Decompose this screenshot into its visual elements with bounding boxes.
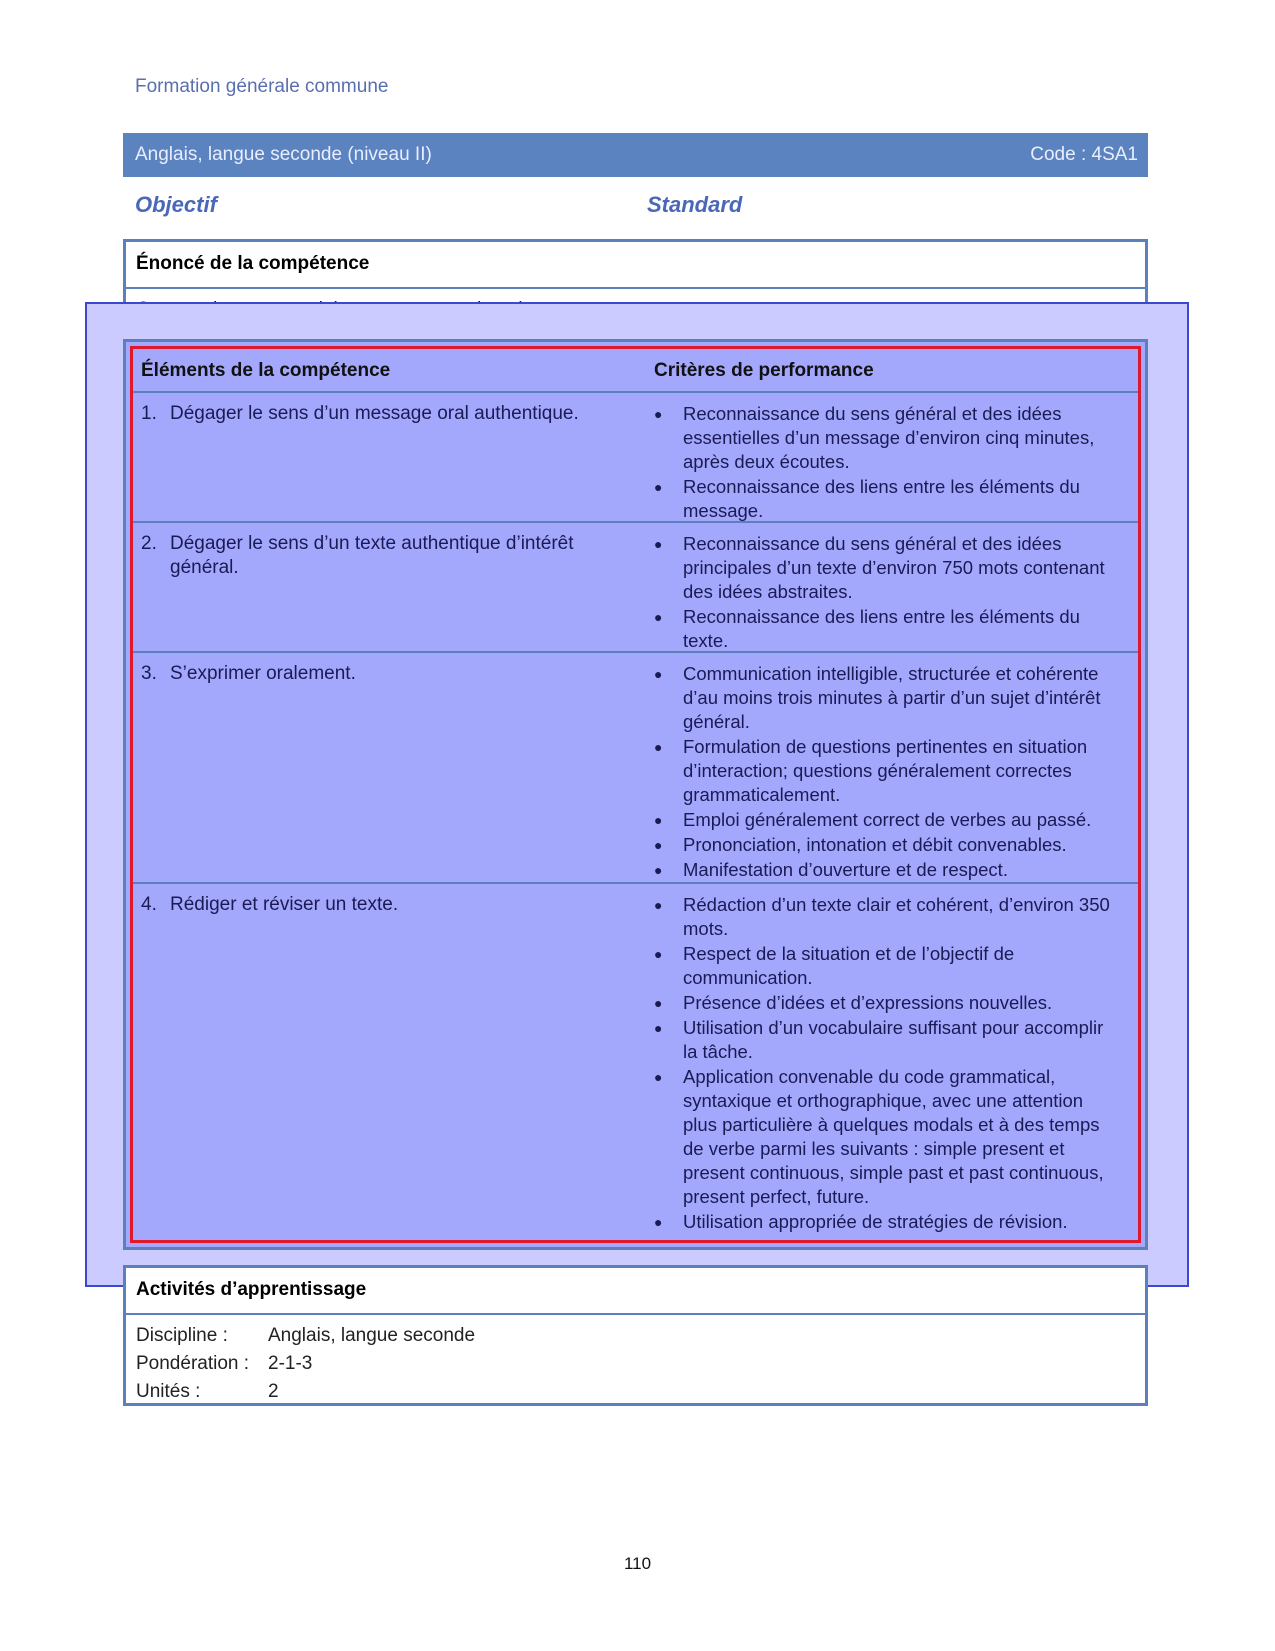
activities-box [123, 1265, 1148, 1406]
objective-standard-row [135, 192, 755, 220]
element-number: 2. [141, 533, 157, 554]
criteria-text: Reconnaissance des liens entre les éléments du message. [683, 476, 1080, 521]
course-code: Code : 4SA1 [1030, 144, 1138, 165]
ponderation-label: Pondération : [136, 1353, 250, 1374]
element-text: S’exprimer oralement. [170, 663, 356, 684]
bullet-icon: ● [654, 995, 663, 1011]
criteria-row [133, 391, 1138, 521]
bullet-icon: ● [654, 666, 663, 682]
criteria-text: Communication intelligible, structurée et cohérente d’au moins trois minutes à partir d’un sujet d’intérêt général. [683, 663, 1101, 732]
discipline-line [126, 1325, 1145, 1353]
element-item [141, 402, 631, 426]
criteria-text: Respect de la situation et de l’objectif de communication. [683, 943, 1015, 988]
criteria-text: Présence d’idées et d’expressions nouvelles. [683, 992, 1053, 1013]
activities-heading: Activités d’apprentissage [136, 1279, 367, 1300]
bullet-icon: ● [654, 536, 663, 552]
course-title-bar [123, 133, 1148, 177]
criteria-list [654, 662, 1114, 883]
element-item [141, 893, 631, 917]
element-number: 4. [141, 894, 157, 915]
ponderation-value: 2-1-3 [268, 1353, 313, 1374]
criteria-text: Prononciation, intonation et débit convenables. [683, 834, 1067, 855]
criteria-item [654, 532, 1114, 604]
unites-line [126, 1381, 1145, 1409]
bullet-icon: ● [654, 946, 663, 962]
element-text: Rédiger et réviser un texte. [170, 894, 399, 915]
criteria-text: Emploi généralement correct de verbes au passé. [683, 809, 1092, 830]
criteria-text: Utilisation appropriée de stratégies de révision. [683, 1211, 1068, 1232]
standard-label: Standard [647, 192, 743, 217]
elements-column-header: Éléments de la compétence [141, 360, 391, 381]
criteria-table [123, 339, 1148, 1250]
element-text: Dégager le sens d’un texte authentique d’intérêt général. [170, 533, 574, 578]
element-item [141, 532, 631, 580]
ponderation-line [126, 1353, 1145, 1381]
criteria-header [133, 349, 1138, 391]
criteria-item [654, 1016, 1114, 1064]
criteria-row [133, 521, 1138, 651]
criteria-column-header: Critères de performance [654, 360, 874, 381]
bullet-icon: ● [654, 897, 663, 913]
criteria-text: Formulation de questions pertinentes en situation d’interaction; questions généralement correctes grammaticalement. [683, 736, 1088, 805]
bullet-icon: ● [654, 479, 663, 495]
criteria-item [654, 662, 1114, 734]
criteria-text: Utilisation d’un vocabulaire suffisant pour accomplir la tâche. [683, 1017, 1104, 1062]
page-number: 110 [623, 1554, 652, 1573]
criteria-list [654, 893, 1114, 1235]
criteria-item [654, 605, 1114, 653]
course-title: Anglais, langue seconde (niveau II) [135, 144, 432, 165]
bullet-icon: ● [654, 837, 663, 853]
objective-label: Objectif [135, 192, 217, 217]
criteria-text: Application convenable du code grammatical, syntaxique et orthographique, avec une attention plus particulière à quelques modals et à des temps de verbe parmi les suivants : simple present et present continuous, simple past et past continuous, present perfect, future. [683, 1066, 1104, 1207]
criteria-text: Rédaction d’un texte clair et cohérent, d’environ 350 mots. [683, 894, 1110, 939]
criteria-item [654, 808, 1114, 832]
bullet-icon: ● [654, 406, 663, 422]
criteria-item [654, 991, 1114, 1015]
element-text: Dégager le sens d’un message oral authentique. [170, 403, 579, 424]
criteria-text: Reconnaissance du sens général et des idées essentielles d’un message d’environ cinq minutes, après deux écoutes. [683, 403, 1095, 472]
criteria-item [654, 858, 1114, 882]
element-number: 1. [141, 403, 157, 424]
criteria-list [654, 402, 1114, 524]
criteria-item [654, 735, 1114, 807]
criteria-text: Reconnaissance des liens entre les éléments du texte. [683, 606, 1080, 651]
criteria-text: Reconnaissance du sens général et des idées principales d’un texte d’environ 750 mots contenant des idées abstraites. [683, 533, 1105, 602]
criteria-item [654, 475, 1114, 523]
enonce-heading: Énoncé de la compétence [136, 253, 370, 274]
bullet-icon: ● [654, 739, 663, 755]
criteria-item [654, 833, 1114, 857]
element-item [141, 662, 631, 686]
criteria-item [654, 402, 1114, 474]
criteria-highlight [130, 346, 1141, 1243]
element-number: 3. [141, 663, 157, 684]
unites-label: Unités : [136, 1381, 201, 1402]
criteria-row [133, 882, 1138, 1242]
criteria-item [654, 942, 1114, 990]
bullet-icon: ● [654, 812, 663, 828]
bullet-icon: ● [654, 1069, 663, 1085]
bullet-icon: ● [654, 862, 663, 878]
criteria-item [654, 1065, 1114, 1209]
criteria-row [133, 651, 1138, 882]
bullet-icon: ● [654, 609, 663, 625]
bullet-icon: ● [654, 1020, 663, 1036]
top-note: Formation générale commune [135, 76, 389, 97]
discipline-value: Anglais, langue seconde [268, 1325, 476, 1346]
criteria-item [654, 893, 1114, 941]
unites-value: 2 [268, 1381, 279, 1402]
bullet-icon: ● [654, 1214, 663, 1230]
criteria-item [654, 1210, 1114, 1234]
discipline-label: Discipline : [136, 1325, 228, 1346]
criteria-list [654, 532, 1114, 654]
criteria-text: Manifestation d’ouverture et de respect. [683, 859, 1008, 880]
